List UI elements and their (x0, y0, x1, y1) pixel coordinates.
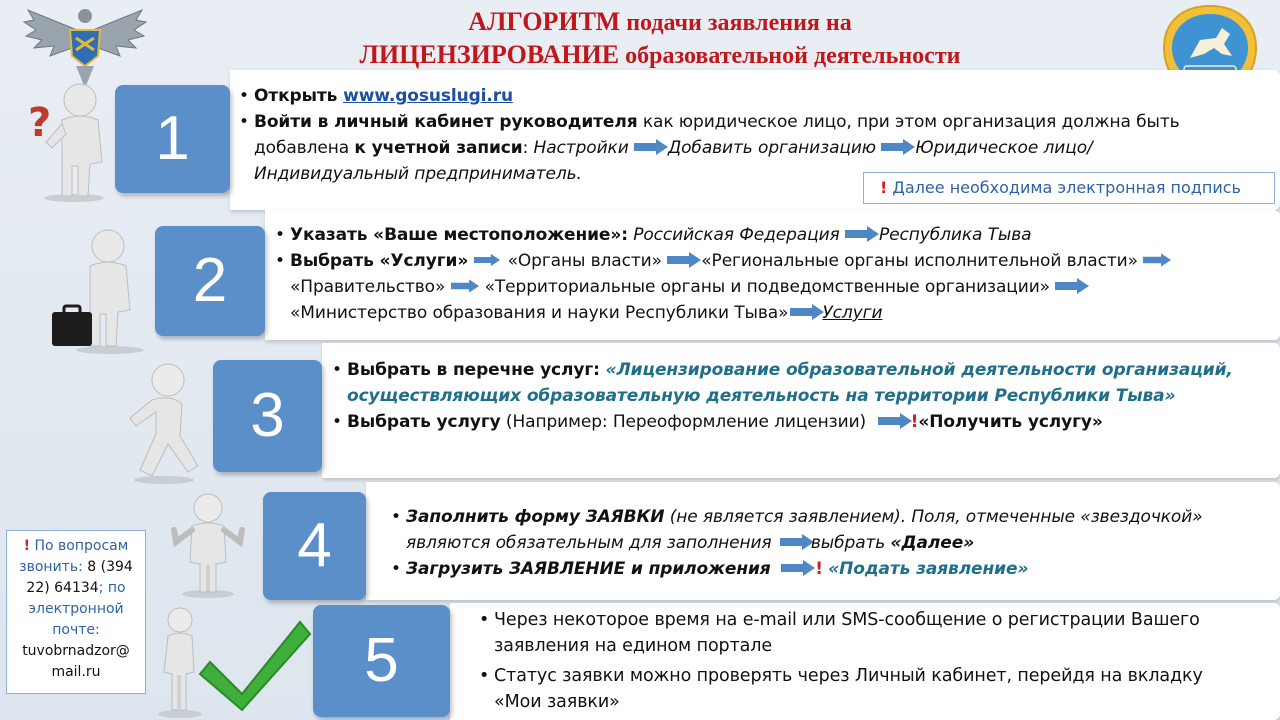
step-3-text (331, 357, 1251, 435)
step-3-bullet-2 (331, 409, 1251, 435)
step-2-bullet-1 (274, 222, 1274, 248)
step-5-number: 5 (364, 626, 399, 695)
step-1-number-badge (115, 85, 230, 193)
arrow-right-icon (451, 278, 485, 294)
checkmark-figure-icon (150, 602, 320, 720)
note-text: Далее необходима электронная подпись (887, 178, 1241, 197)
step-5-bullet-2 (478, 663, 1238, 715)
contact-call-label: По вопросам звонить: (19, 538, 129, 575)
contact-box (6, 530, 146, 694)
briefcase-figure-icon (40, 226, 160, 356)
step-3-licensing-service: «Лицензирование образовательной деятельности организаций, осуществляющих образовательную деятельность на территории Республики Тыва» (347, 360, 1233, 406)
signature-note (863, 172, 1275, 204)
arrow-right-icon (881, 139, 915, 155)
step-2-regional-bodies: «Региональные органы исполнительной власти» (701, 251, 1138, 271)
step-4-exclamation: ! (815, 559, 823, 579)
contact-email[interactable]: tuvobrnadzor@ mail.ru (22, 643, 130, 680)
step-2-region: Республика Тыва (879, 225, 1032, 245)
title-part-3: ЛИЦЕНЗИРОВАНИЕ (359, 40, 620, 69)
arrow-right-icon (776, 560, 810, 576)
step-2-location-label: Указать «Ваше местоположение»: (290, 225, 628, 245)
thumbs-up-figure-icon (162, 490, 252, 600)
step-2-ministry: «Министерство образования и науки Республики Тыва» (290, 303, 789, 323)
running-figure-icon (112, 360, 212, 485)
get-service-label: «Получить услугу» (918, 412, 1103, 432)
contact-email-label: ; по электронной почте: (28, 580, 126, 638)
step-4-choose: выбрать (810, 533, 891, 553)
step-2-number-badge (155, 226, 265, 336)
step-1-text-1: как юридическое лицо, при этом организация должна быть добавлена (254, 112, 1180, 158)
submit-application-label: «Подать заявление» (828, 559, 1029, 579)
step-2-territorial-bodies: «Территориальные органы и подведомственные организации» (484, 277, 1050, 297)
arrow-right-icon (871, 413, 905, 429)
step-5-text (478, 607, 1238, 715)
step-5-notification: Через некоторое время на e-mail или SMS-сообщение о регистрации Вашего заявления на едином портале (494, 610, 1200, 656)
step-3-bullet-1 (331, 357, 1251, 409)
step-3-number: 3 (250, 381, 285, 450)
svg-text:?: ? (28, 100, 52, 146)
step-1-settings: Настройки (533, 138, 629, 158)
arrow-right-icon (788, 304, 822, 320)
step-1-number: 1 (155, 104, 190, 173)
step-4-number-badge (263, 492, 366, 600)
step-3-service-label: Выбрать услугу (347, 412, 501, 432)
step-1-bullet-1 (238, 83, 1238, 109)
arrow-right-icon (474, 252, 508, 268)
step-2-number: 2 (192, 246, 228, 315)
step-2-bullet-2 (274, 248, 1274, 326)
step-3-number-badge (213, 360, 322, 472)
step-3-exclamation: ! (910, 412, 919, 432)
step-1-colon: : (522, 138, 534, 158)
step-2-services-link[interactable]: Услуги (822, 303, 883, 323)
arrow-right-icon (1055, 278, 1089, 294)
gosuslugi-link[interactable]: www.gosuslugi.ru (343, 86, 514, 106)
step-4-bullet-1 (390, 504, 1250, 556)
note-exclamation: ! (880, 178, 888, 197)
contact-exclamation: ! (23, 538, 31, 554)
step-1-account-label: к учетной записи (354, 138, 523, 158)
arrow-right-icon (667, 252, 701, 268)
title-part-4: образовательной деятельности (619, 43, 961, 69)
step-1-add-org: Добавить организацию (667, 138, 877, 158)
title-part-2: подачи заявления на (620, 10, 852, 36)
title-part-1: АЛГОРИТМ (468, 7, 621, 36)
next-label: «Далее» (890, 533, 975, 553)
arrow-right-icon (1143, 252, 1177, 268)
step-1-login-label: Войти в личный кабинет руководителя (254, 112, 638, 132)
arrow-right-icon (777, 534, 811, 550)
arrow-right-icon (634, 139, 668, 155)
step-2-services-label: Выбрать «Услуги» (290, 251, 469, 271)
step-4-bullet-2 (390, 556, 1250, 582)
step-4-number: 4 (297, 511, 332, 580)
step-5-bullet-1 (478, 607, 1238, 659)
step-5-number-badge (313, 605, 450, 717)
question-figure-icon (18, 78, 128, 203)
step-4-form-note: (не является заявлением). Поля, отмеченные «звездочкой» являются обязательным для заполнения (406, 507, 1203, 553)
step-4-fill-form-label: Заполнить форму ЗАЯВКИ (406, 507, 665, 527)
step-2-country: Российская Федерация (627, 225, 840, 245)
step-3-example: (Например: Переоформление лицензии) (500, 412, 867, 432)
step-5-status: Статус заявки можно проверять через Личный кабинет, перейдя на вкладку «Мои заявки» (494, 666, 1203, 712)
contact-phone: 8 (394 22) 64134 (26, 559, 133, 596)
step-3-choose-label: Выбрать в перечне услуг: (347, 360, 606, 380)
step-2-text (274, 222, 1274, 326)
step-2-authorities: «Органы власти» (507, 251, 662, 271)
arrow-right-icon (845, 226, 879, 242)
step-1-open-label: Открыть (254, 86, 344, 106)
step-2-government: «Правительство» (290, 277, 446, 297)
page-title (250, 6, 1070, 72)
step-4-upload-label: Загрузить ЗАЯВЛЕНИЕ и приложения (406, 559, 771, 579)
step-4-text (390, 504, 1250, 582)
step-1-legal-entity: Юридическое лицо/Индивидуальный предприниматель. (254, 138, 1093, 184)
